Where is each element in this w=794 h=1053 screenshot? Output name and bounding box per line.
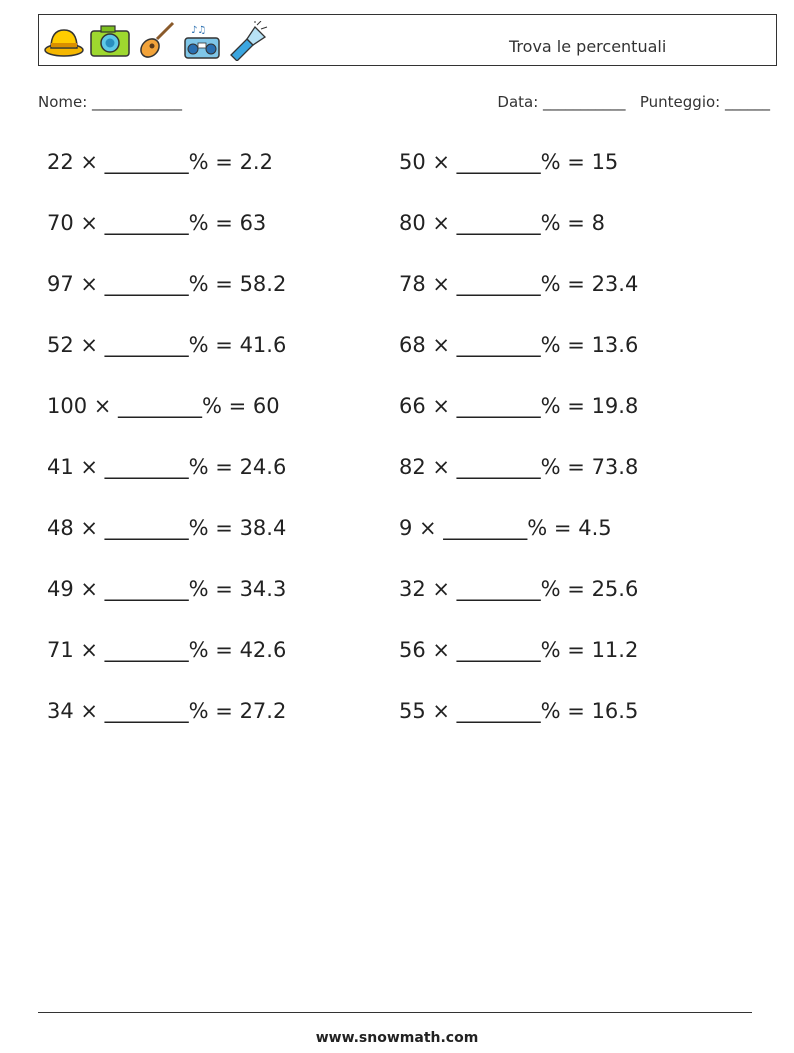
problem-item: 68 × ________% = 13.6	[399, 333, 639, 357]
problem-item: 71 × ________% = 42.6	[47, 638, 287, 662]
problems-right-column	[399, 147, 638, 757]
problem-item: 80 × ________% = 8	[399, 211, 605, 235]
radio-icon	[181, 21, 223, 61]
camera-icon	[89, 24, 131, 58]
svg-text:♪♫: ♪♫	[191, 25, 207, 36]
guitar-icon	[135, 21, 177, 61]
flashlight-icon	[227, 21, 269, 61]
problem-item: 9 × ________% = 4.5	[399, 516, 612, 540]
hat-icon	[43, 24, 85, 58]
problem-item: 97 × ________% = 58.2	[47, 272, 287, 296]
problem-item: 52 × ________% = 41.6	[47, 333, 287, 357]
footer-divider	[38, 1012, 752, 1013]
problem-item: 34 × ________% = 27.2	[47, 699, 287, 723]
problem-item: 82 × ________% = 73.8	[399, 455, 639, 479]
date-score-labels	[497, 93, 770, 111]
problem-item: 100 × ________% = 60	[47, 394, 280, 418]
problem-item: 50 × ________% = 15	[399, 150, 619, 174]
problem-item: 48 × ________% = 38.4	[47, 516, 287, 540]
problem-item: 49 × ________% = 34.3	[47, 577, 287, 601]
page-title: Trova le percentuali	[509, 37, 667, 56]
problem-item: 32 × ________% = 25.6	[399, 577, 639, 601]
problem-item: 66 × ________% = 19.8	[399, 394, 639, 418]
footer-site-link[interactable]: www.snowmath.com	[315, 1030, 479, 1046]
icon-strip	[43, 21, 269, 61]
problem-item: 22 × ________% = 2.2	[47, 150, 273, 174]
problems-left-column	[47, 147, 286, 757]
problem-item: 78 × ________% = 23.4	[399, 272, 639, 296]
header-box	[38, 14, 777, 66]
problem-item: 55 × ________% = 16.5	[399, 699, 639, 723]
name-field-label: Nome: ____________	[38, 93, 183, 111]
problem-item: 41 × ________% = 24.6	[47, 455, 287, 479]
score-field-label: Punteggio: ______	[639, 93, 770, 111]
date-field-label: Data: ___________	[497, 93, 626, 111]
problem-item: 56 × ________% = 11.2	[399, 638, 639, 662]
problem-item: 70 × ________% = 63	[47, 211, 267, 235]
